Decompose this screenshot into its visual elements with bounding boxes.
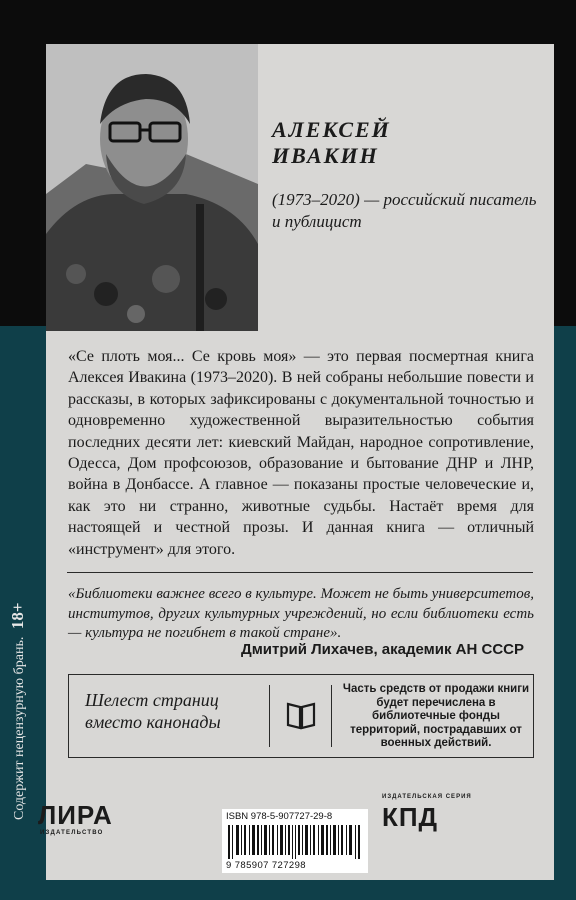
quote-author: Дмитрий Лихачев, академик АН СССР — [241, 641, 524, 658]
divider — [331, 685, 332, 747]
divider — [269, 685, 270, 747]
publisher-logo-text: ЛИРА — [38, 800, 113, 830]
open-book-icon — [283, 697, 319, 738]
charity-note: Часть средств от продажи книги будет перечислена в библиотечные фонды территорий, пострадавших от военных действий. — [342, 683, 530, 749]
publisher-logo-caption: ИЗДАТЕЛЬСТВО — [40, 830, 104, 836]
series-caption: ИЗДАТЕЛЬСКАЯ СЕРИЯ — [382, 794, 472, 800]
barcode — [228, 825, 362, 859]
age-rating-label — [8, 602, 28, 820]
barcode-digits: 9 785907 727298 — [226, 860, 306, 871]
author-photo — [46, 44, 258, 331]
publisher-logo — [38, 800, 113, 836]
author-name: АЛЕКСЕЙ ИВАКИН — [272, 117, 391, 168]
campaign-box — [68, 674, 534, 758]
series-logo — [382, 794, 472, 833]
campaign-slogan: Шелест страниц вместо канонады — [85, 690, 221, 732]
book-annotation: «Се плоть моя... Се кровь моя» — это первая посмертная книга Алексея Ивакина (1973–2020). В ней собраны небольшие повести и рассказы, в которых зафиксированы с документальной точностью и одновременно художественной выразительностью события последних десяти лет: киевский Майдан, народное сопротивление, Одесса, Дом профсоюзов, образование и бытование ДНР и ЛНР, война в Донбассе. А главное — показаны простые человеческие и, как это ни странно, животные судьбы. Настаёт время для настоящей и честной прозы. И данная книга — отличный «инструмент» для этого. — [68, 348, 534, 558]
divider — [67, 572, 533, 573]
back-cover-panel — [46, 44, 554, 880]
series-logo-text: КПД — [382, 802, 439, 832]
age-rating-badge: 18+ — [8, 602, 27, 630]
profanity-warning: Содержит нецензурную брань. — [12, 636, 27, 820]
quote-text: «Библиотеки важнее всего в культуре. Может не быть университетов, институтов, других культурных учреждений, но если библиотеки есть — культура не погибнет в такой стране». — [68, 586, 534, 641]
isbn-barcode-block — [222, 809, 368, 873]
isbn-label: ISBN 978-5-907727-29-8 — [226, 811, 333, 822]
author-bio: (1973–2020) — российский писатель и публицист — [272, 190, 537, 231]
